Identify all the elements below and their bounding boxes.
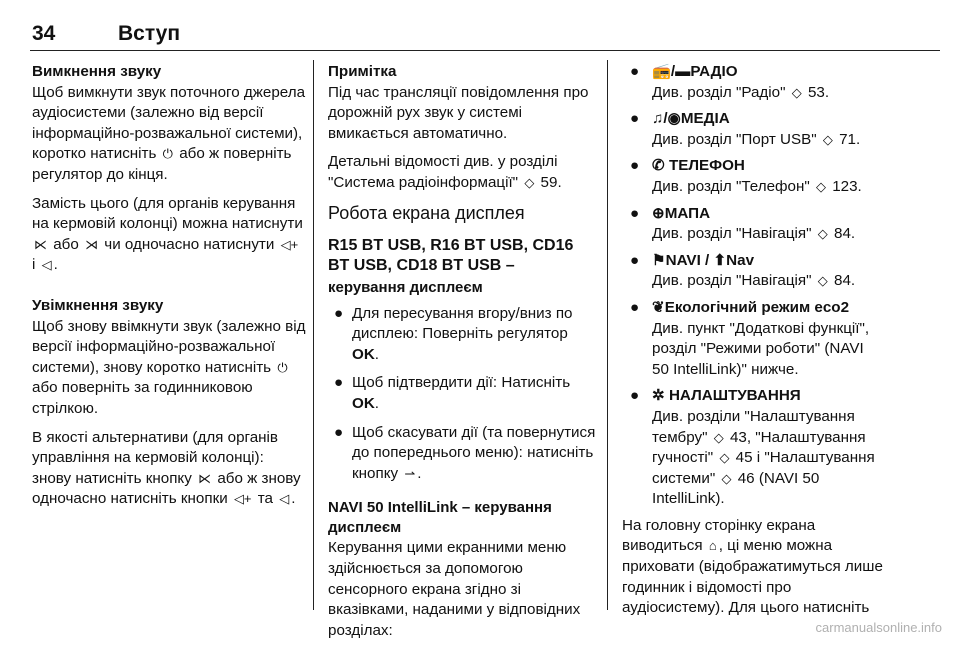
mute-icon: ⋉ bbox=[198, 470, 212, 486]
settings-gear-icon: ✲ bbox=[652, 387, 669, 405]
power-icon: ⏻ bbox=[162, 146, 173, 162]
list-item: ● Щоб підтвердити дії: Натисніть OK. bbox=[334, 374, 571, 412]
header-rule bbox=[30, 50, 940, 51]
paragraph: Щоб вимкнути звук поточного джерела аудіосистеми (залежно від версії інформаційно-розважальної системи), коротко натисніть ⏻ або ж поверніть регулятор до кінця. bbox=[32, 83, 306, 183]
page-ref-icon: ◇ bbox=[524, 174, 535, 190]
subsection-heading-navi: NAVI 50 IntelliLink – керування дисплеєм bbox=[328, 499, 552, 537]
paragraph: Під час трансляції повідомлення про дорожній рух звук у системі вмикається автоматично. bbox=[328, 83, 589, 142]
list-item: ● ⚑NAVI / ⬆Nav Див. розділ "Навігація" ◇ 84. bbox=[622, 251, 884, 292]
paragraph: В якості альтернативи (для органів управління на кермовій колонці): знову натисніть кнопку ⋉ або ж знову одночасно натисніть кнопки ◁+ та ◁ . bbox=[32, 428, 307, 510]
back-icon: ⇀ bbox=[404, 465, 416, 481]
mute-alt-icon: ⋊ bbox=[85, 236, 99, 252]
page-ref-icon: ◇ bbox=[817, 226, 828, 242]
page-ref-icon: ◇ bbox=[817, 273, 828, 289]
list-item: ● 📻/▬РАДІО Див. розділ "Радіо" ◇ 53. bbox=[622, 62, 884, 103]
list-item: ● Для пересування вгору/вниз по дисплею: Поверніть регулятор OK. bbox=[334, 304, 573, 363]
subsection-heading: R15 BT USB, R16 BT USB, CD16 BT USB, CD18 BT USB – bbox=[328, 236, 574, 274]
eco-leaf-icon: ❦ bbox=[652, 298, 665, 316]
page-ref-icon: ◇ bbox=[721, 470, 732, 486]
media-icon: ♫/◉ bbox=[652, 110, 681, 128]
list-item: ● Щоб скасувати дії (та повернутися до попереднього меню): натисніть кнопку ⇀ . bbox=[328, 423, 596, 485]
column-3 bbox=[622, 62, 884, 627]
paragraph: Замість цього (для органів керування на кермовій колонці) можна натиснути ⋉ або ⋊ чи одночасно натиснути ◁+ і ◁ . bbox=[32, 194, 307, 276]
paragraph: Керування цими екранними меню здійснюється за допомогою сенсорного екрана згідно зі вказівками, наданими у відповідних розділах: bbox=[328, 539, 581, 639]
list-item: ● ⊕МАПА Див. розділ "Навігація" ◇ 84. bbox=[622, 204, 884, 245]
page-ref-icon: ◇ bbox=[719, 450, 730, 466]
list-item: ● ✆ ТЕЛЕФОН Див. розділ "Телефон" ◇ 123. bbox=[622, 156, 884, 197]
list-item: ● ❦Екологічний режим eco2 Див. пункт "Додаткові функції", розділ "Режими роботи" (NAVI 50 IntelliLink)" нижче. bbox=[630, 298, 870, 378]
volume-down-icon: ◁ bbox=[41, 257, 52, 273]
list-item: ● ✲ НАЛАШТУВАННЯ Див. розділи "Налаштування тембру" ◇ 43, "Налаштування гучності" ◇ 45 і "Налаштування системи" ◇ 46 (NAVI 50 IntelliLink). bbox=[630, 387, 875, 508]
home-icon: ⌂ bbox=[708, 538, 717, 554]
phone-icon: ✆ bbox=[652, 157, 669, 175]
section-heading-display: Робота екрана дисплея bbox=[328, 202, 525, 223]
watermark: carmanualsonline.info bbox=[815, 620, 942, 635]
section-heading-unmute: Увімкнення звуку bbox=[32, 296, 164, 314]
volume-up-icon: ◁+ bbox=[280, 236, 299, 252]
section-heading-mute: Вимкнення звуку bbox=[32, 63, 162, 80]
column-1 bbox=[32, 62, 307, 518]
note-heading: Примітка bbox=[328, 63, 397, 80]
list-item: ● ♫/◉МЕДІА Див. розділ "Порт USB" ◇ 71. bbox=[622, 109, 884, 150]
column-divider-1 bbox=[313, 60, 314, 610]
column-divider-2 bbox=[607, 60, 608, 610]
volume-down-icon: ◁ bbox=[279, 491, 290, 507]
power-icon: ⏻ bbox=[277, 359, 288, 375]
subsection-heading-sub: керування дисплеєм bbox=[328, 278, 483, 296]
page-ref-icon: ◇ bbox=[791, 84, 802, 100]
volume-up-icon: ◁+ bbox=[233, 491, 252, 507]
radio-icon: 📻/▬ bbox=[652, 63, 691, 80]
map-icon: ⊕ bbox=[652, 204, 665, 222]
mute-icon: ⋉ bbox=[34, 236, 47, 252]
paragraph: Детальні відомості див. у розділі "Система радіоінформації" ◇ 59. bbox=[328, 152, 596, 193]
page-ref-icon: ◇ bbox=[815, 178, 826, 194]
page-ref-icon: ◇ bbox=[713, 429, 724, 445]
page-title: Вступ bbox=[118, 22, 181, 45]
paragraph: Щоб знову ввімкнути звук (залежно від версії інформаційно-розважальної системи), знову коротко натисніть ⏻ або поверніть за годинниковою стрілкою. bbox=[32, 317, 306, 417]
page-ref-icon: ◇ bbox=[822, 131, 833, 147]
paragraph: На головну сторінку екрана виводиться ⌂ , ці меню можна приховати (відображатимуться лише годинник і відомості про аудіосистему). Для цього натисніть bbox=[622, 516, 883, 617]
page-number: 34 bbox=[32, 22, 56, 45]
navi-flag-icon: ⚑ bbox=[652, 251, 666, 269]
column-2 bbox=[328, 62, 596, 649]
